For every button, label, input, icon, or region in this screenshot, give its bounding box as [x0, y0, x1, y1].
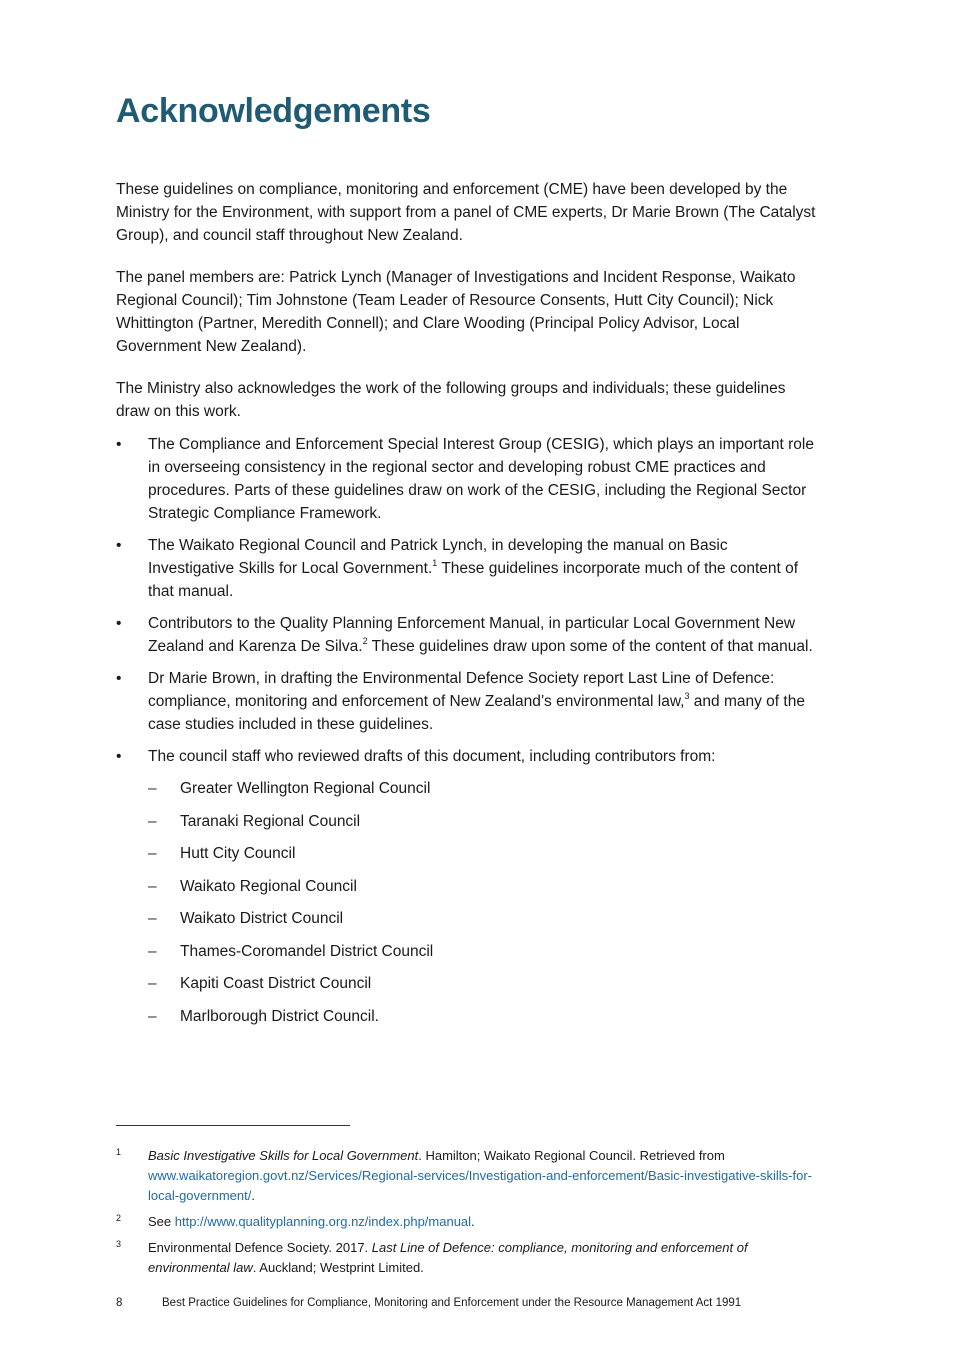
- footnote-title: Last Line of Defence: compliance, monitoring and enforcement of environmental law: [148, 1240, 748, 1275]
- paragraph-ministry: The Ministry also acknowledges the work of the following groups and individuals; these guidelines draw on this work.: [116, 380, 786, 420]
- council-item: – Marlborough District Council.: [148, 1005, 816, 1028]
- paragraph-intro: These guidelines on compliance, monitoring and enforcement (CME) have been developed by the Ministry for the Environment, with support from a panel of CME experts, Dr Marie Brown (The Catalyst Group), and council staff throughout New Zealand.: [116, 181, 816, 244]
- page-title: Acknowledgements: [116, 92, 431, 130]
- list-item-text: The council staff who reviewed drafts of this document, including contributors from:: [148, 748, 716, 765]
- list-item-text: The Compliance and Enforcement Special Interest Group (CESIG), which plays an important role in overseeing consistency in the regional sector and developing robust CME practices and procedures. Parts of these guidelines draw on work of the CESIG, including the Regional Sector Strategic Compliance Framework.: [148, 436, 814, 522]
- list-item: [116, 667, 816, 736]
- bullet-icon: •: [116, 748, 122, 765]
- acknowledgement-list: [116, 433, 816, 1028]
- footnote-number: 2: [116, 1213, 122, 1223]
- footnote-1: 1 Basic Investigative Skills for Local Government. Hamilton; Waikato Regional Council. Retrieved from www.waikatoregion.govt.nz/Services/Regional-services/Investigation-and-enforcement/Basic-investigative-skills-for-local-government/.: [116, 1146, 816, 1206]
- bullet-icon: •: [116, 670, 122, 687]
- dash-icon: –: [148, 942, 157, 960]
- footer-title: Best Practice Guidelines for Compliance, Monitoring and Enforcement under the Resource Management Act 1991: [162, 1297, 742, 1309]
- list-item-text: The Waikato Regional Council and Patrick Lynch, in developing the manual on Basic Investigative Skills for Local Government.: [148, 537, 728, 577]
- footnote-title: Basic Investigative Skills for Local Government: [148, 1148, 419, 1163]
- council-item: – Hutt City Council: [148, 842, 816, 865]
- footnote-divider: [116, 1125, 350, 1126]
- dash-icon: –: [148, 780, 157, 797]
- footnote-link[interactable]: www.waikatoregion.govt.nz/Services/Regional-services/Investigation-and-enforcement/Basic-investigative-skills-for-local-government/: [148, 1168, 812, 1203]
- footnote-2: 2 See http://www.qualityplanning.org.nz/index.php/manual.: [116, 1212, 816, 1232]
- list-item: [116, 745, 816, 1028]
- list-item-text: and many of the case studies included in these guidelines.: [148, 693, 805, 733]
- dash-icon: –: [148, 910, 157, 927]
- council-item: – Taranaki Regional Council: [148, 810, 816, 833]
- dash-icon: –: [148, 845, 157, 862]
- list-item-text: Dr Marie Brown, in drafting the Environmental Defence Society report Last Line of Defence: compliance, monitoring and enforcement of New Zealand’s environmental law,: [148, 670, 775, 710]
- bullet-icon: •: [116, 615, 122, 632]
- footnote-number: 1: [116, 1147, 122, 1157]
- footnote-ref-3[interactable]: 3: [684, 690, 690, 701]
- council-item: – Waikato District Council: [148, 907, 816, 930]
- body-text: [116, 178, 816, 1037]
- list-item: [116, 534, 816, 603]
- bullet-icon: •: [116, 436, 122, 453]
- council-item: – Thames-Coromandel District Council: [148, 940, 816, 963]
- footnotes: [116, 1146, 816, 1284]
- paragraph-panel: The panel members are: Patrick Lynch (Manager of Investigations and Incident Response, Waikato Regional Council); Tim Johnstone (Team Leader of Resource Consents, Hutt City Council); Nick Whittington (Partner, Meredith Connell); and Clare Wooding (Principal Policy Advisor, Local Government New Zealand).: [116, 269, 796, 355]
- list-item: [116, 612, 816, 658]
- council-item: – Waikato Regional Council: [148, 875, 816, 898]
- council-item: – Greater Wellington Regional Council: [148, 777, 816, 800]
- dash-icon: –: [148, 975, 157, 992]
- footnote-link[interactable]: http://www.qualityplanning.org.nz/index.php/manual: [174, 1214, 472, 1229]
- footnote-number: 3: [116, 1239, 122, 1249]
- council-list: [148, 777, 816, 1028]
- list-item-text: These guidelines draw upon some of the content of that manual.: [367, 638, 813, 655]
- page-number: 8: [116, 1297, 123, 1309]
- list-item: [116, 433, 816, 525]
- footnote-ref-2[interactable]: 2: [362, 635, 368, 646]
- dash-icon: –: [148, 877, 157, 895]
- list-item-text: These guidelines incorporate much of the content of that manual.: [148, 560, 799, 600]
- page-footer: [116, 1297, 741, 1309]
- dash-icon: –: [148, 1007, 157, 1025]
- bullet-icon: •: [116, 537, 122, 554]
- dash-icon: –: [148, 812, 157, 830]
- footnote-ref-1[interactable]: 1: [432, 557, 438, 568]
- council-item: – Kapiti Coast District Council: [148, 972, 816, 995]
- footnote-3: 3 Environmental Defence Society. 2017. Last Line of Defence: compliance, monitoring and enforcement of environmental law. Auckland; Westprint Limited.: [116, 1238, 816, 1278]
- list-item-text: Contributors to the Quality Planning Enforcement Manual, in particular Local Government New Zealand and Karenza De Silva.: [148, 615, 796, 655]
